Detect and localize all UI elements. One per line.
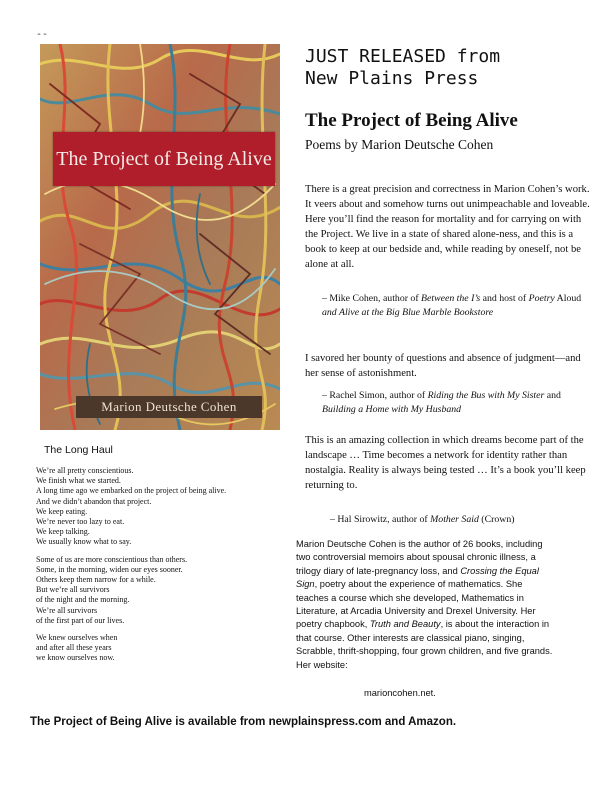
poem-title: The Long Haul: [44, 444, 113, 456]
poem-line: We knew ourselves when: [36, 633, 118, 643]
poem-line: We’re all survivors: [36, 605, 98, 615]
announcement: [305, 46, 500, 90]
author-bio: Marion Deutsche Cohen is the author of 26 books, including two controversial memoirs about spousal chronic illness, a trilogy diary of late-pregnancy loss, and Crossing the Equal Sign, poetry about the experience of mathematics. She teaches a course which she developed, Mathematics in Literature, at Arcadia University and Drexel University. Her poetry chapbook, Truth and Beauty, is about the interaction in that course. Other interests are classical piano, singing, Scrabble, thrift-shopping, four grown children, and five grands. Her website:: [296, 539, 553, 670]
poem-line: and after all these years: [36, 643, 112, 653]
cover-author: Marion Deutsche Cohen: [101, 399, 237, 414]
poem-line: we know ourselves now.: [36, 653, 115, 663]
cover-artwork: [40, 44, 280, 430]
poem-line: We usually know what to say.: [36, 537, 132, 547]
poem-line: We keep eating.: [36, 506, 88, 516]
poem-line: Some, in the morning, widen our eyes sooner.: [36, 564, 183, 574]
cover-title-band: [53, 132, 275, 186]
poem-line: We’re never too lazy to eat.: [36, 517, 125, 527]
poem: [36, 466, 286, 671]
book-subtitle: Poems by Marion Deutsche Cohen: [305, 137, 494, 152]
review-quote-1: There is a great precision and correctness in Marion Cohen’s work. It veers about and somehow turns out unimpeachable and loveable. Here you’ll find the reason for mortality and for carrying on with the Project. We live in a state of shared alone-ness, and this is a book to keep at our bedside and, while reading by oneself, not be alone at all.: [305, 184, 590, 270]
announcement-line-2: New Plains Press: [305, 68, 479, 89]
poem-line: A long time ago we embarked on the project of being alive.: [36, 486, 227, 496]
poem-line: of the night and the morning.: [36, 595, 130, 605]
cover-title: The Project of Being Alive: [56, 147, 272, 170]
poem-line: Some of us are more conscientious than others.: [36, 554, 188, 564]
author-website-link[interactable]: marioncohen.net.: [364, 688, 436, 698]
poem-stanza: [36, 555, 286, 626]
poem-line: of the first part of our lives.: [36, 615, 125, 625]
poem-stanza: [36, 466, 286, 548]
review-quote-2: I savored her bounty of questions and absence of judgment—and her sense of astonishment.: [305, 353, 581, 379]
review-attribution-3: – Hal Sirowitz, author of Mother Said (Crown): [330, 514, 515, 525]
review-attribution-2: – Rachel Simon, author of Riding the Bus with My Sister and Building a Home with My Husband: [322, 390, 561, 415]
cover-author-band: [76, 396, 262, 418]
announcement-line-1: JUST RELEASED from: [305, 46, 501, 67]
review-attribution-1: – Mike Cohen, author of Between the I’s and host of Poetry Aloud and Alive at the Big Blue Marble Bookstore: [322, 293, 582, 318]
book-cover: [40, 44, 280, 430]
book-title: The Project of Being Alive: [305, 110, 518, 131]
corner-mark: --: [36, 29, 49, 40]
poem-line: We’re all pretty conscientious.: [36, 466, 134, 475]
poem-line: But we’re all survivors: [36, 585, 110, 595]
poem-line: We keep talking.: [36, 527, 90, 537]
review-quote-3: This is an amazing collection in which dreams become part of the landscape … Time becomes a network for identity rather than nostalgia. Reality is always being tested … It’s a book you’ll keep returning to.: [305, 435, 586, 491]
poem-line: Others keep them narrow for a while.: [36, 575, 156, 585]
availability-note: The Project of Being Alive is available from newplainspress.com and Amazon.: [30, 716, 457, 728]
poem-line: And we didn’t abandon that project.: [36, 496, 152, 506]
poem-stanza: [36, 633, 286, 664]
poem-line: We finish what we started.: [36, 476, 121, 486]
